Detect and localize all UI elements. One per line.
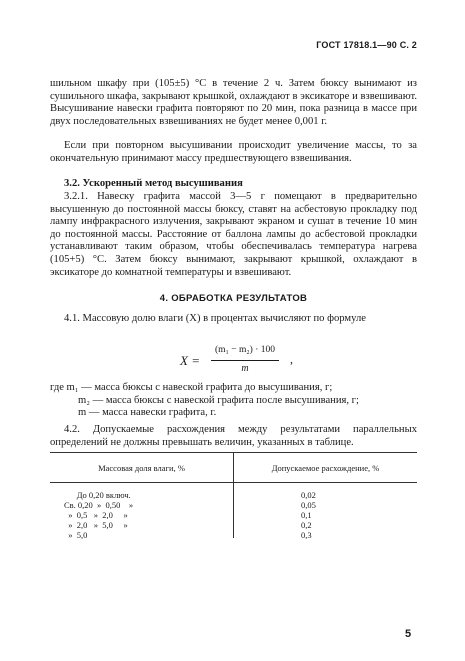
moisture-formula: [180, 345, 320, 379]
formula-numerator: (m₁ − m₂) · 100: [214, 345, 275, 355]
table-cell-range: » 5,0: [64, 530, 88, 540]
paragraph-drying-cont: [50, 78, 417, 128]
table-cell-value: 0,1: [301, 510, 312, 520]
heading-accelerated-method: [50, 178, 417, 191]
table-cell-range: » 2,0 » 5,0 »: [64, 520, 128, 530]
table-cell-range: » 0,5 » 2,0 »: [64, 510, 128, 520]
section-4-title: 4. ОБРАБОТКА РЕЗУЛЬТАТОВ: [159, 293, 308, 304]
table-cell-value: 0,2: [301, 520, 312, 530]
variable-definitions: [50, 382, 417, 420]
page-number: 5: [405, 628, 412, 640]
formula-lhs: X =: [180, 353, 200, 368]
paragraph-4-1: [50, 313, 417, 326]
tolerance-table: [50, 452, 417, 552]
definition-m1: где m₁ — масса бюксы с навеской графита до высушивания, г;: [50, 382, 333, 393]
paragraph-text: 3.2.1. Навеску графита массой 3—5 г помещают в предварительно высушенную до постоянной массы бюксу, ставят на асбестовую прокладку под лампу инфракрасного излучения, закрывают экраном и сушат в течение 10 мин до постоянной массы. Расстояние от баллона лампы до асбестовой прокладки устанавливают таким образом, чтобы обеспечивалась температура нагрева (105+5) °С. Затем бюксу вынимают, закрывают крышкой, охлаждают в эксикаторе до комнатной температуры и взвешивают.: [50, 191, 417, 278]
table-cell-value: 0,02: [301, 490, 316, 500]
table-header-tolerance: Допускаемое расхождение, %: [271, 463, 380, 473]
paragraph-text: Если при повторном высушивании происходит увеличение массы, то за окончательную принимают массу предшествующего взвешивания.: [50, 140, 417, 164]
table-header-moisture: Массовая доля влаги, %: [98, 463, 185, 473]
formula-denominator: m: [241, 363, 249, 374]
definition-m: m — масса навески графита, г.: [78, 407, 217, 419]
table-cell-value: 0,05: [301, 500, 316, 510]
paragraph-text: 4.1. Массовую долю влаги (X) в процентах вычисляют по формуле: [64, 313, 366, 324]
paragraph-3-2-1: [50, 191, 417, 279]
table-cell-range: Св. 0,20 » 0,50 »: [64, 500, 134, 510]
paragraph-text: 4.2. Допускаемые расхождения между результатами параллельных определений не должны превышать величин, указанных в таблице.: [50, 424, 417, 448]
table-cell-value: 0,3: [301, 530, 312, 540]
paragraph-mass-increase: [50, 140, 417, 165]
definition-m2: m₂ — масса бюксы с навеской графита после высушивания, г;: [78, 394, 359, 406]
table-cell-range: До 0,20 включ.: [64, 490, 131, 500]
paragraph-text: шильном шкафу при (105±5) °С в течение 2 ч. Затем бюксу вынимают из сушильного шкафа, закрывают крышкой, охлаждают в эксикаторе и взвешивают. Высушивание навески графита повторяют по 20 мин, пока разница в массе при двух последовательных взвешиваниях не будет менее 0,001 г.: [50, 78, 417, 127]
paragraph-4-2: [50, 424, 417, 449]
page-header: ГОСТ 17818.1—90 С. 2: [316, 40, 417, 50]
heading-text: 3.2. Ускоренный метод высушивания: [64, 178, 243, 189]
fraction-bar: [211, 360, 279, 361]
formula-comma: ,: [290, 352, 293, 366]
